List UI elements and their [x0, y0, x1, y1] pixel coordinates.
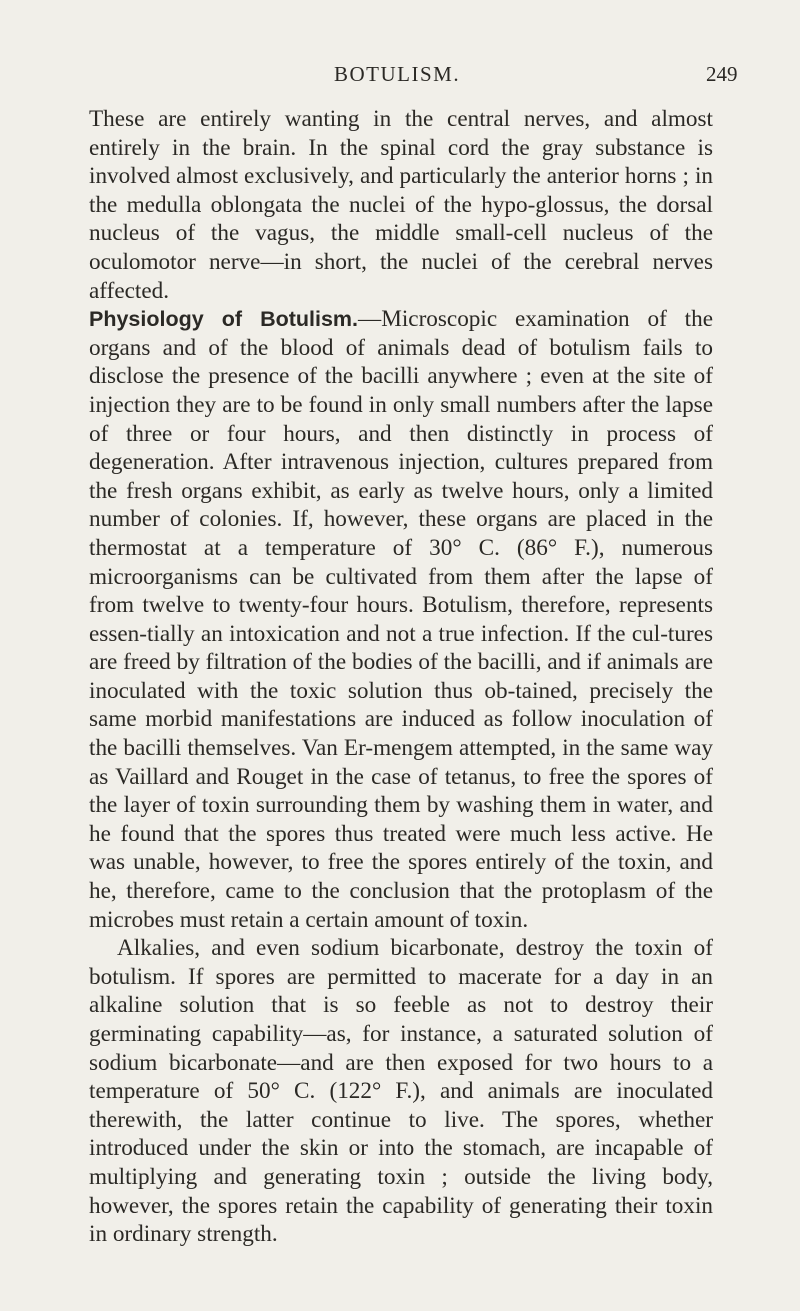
paragraph-physiology	[89, 305, 713, 934]
running-title: BOTULISM.	[334, 62, 461, 86]
page-number: 249	[706, 62, 738, 86]
page-header	[0, 50, 800, 90]
text-body	[89, 105, 713, 1249]
section-heading: Physiology of Botulism.	[89, 307, 359, 332]
paragraph-text: —Microscopic examination of the organs and of the blood of animals dead of botulism fails to disclose the presence of the bacilli anywhere ; even at the site of injection they are to be found in only small numbers after the lapse of three or four hours, and then distinctly in process of degeneration. After intravenous injection, cultures prepared from the fresh organs exhibit, as early as twelve hours, only a limited number of colonies. If, however, these organs are placed in the thermostat at a temperature of 30° C. (86° F.), numerous microorganisms can be cultivated from them after the lapse of from twelve to twenty-four hours. Botulism, therefore, represents essen-tially an intoxication and not a true infection. If the cul-tures are freed by filtration of the bodies of the bacilli, and if animals are inoculated with the toxic solution thus ob-tained, precisely the same morbid manifestations are induced as follow inoculation of the bacilli themselves. Van Er-mengem attempted, in the same way as Vaillard and Rouget in the case of tetanus, to free the spores of the layer of toxin surrounding them by washing them in water, and he found that the spores thus treated were much less active. He was unable, however, to free the spores entirely of the toxin, and he, therefore, came to the conclusion that the protoplasm of the microbes must retain a certain amount of toxin.	[89, 306, 713, 933]
paragraph-continued: These are entirely wanting in the central nerves, and almost entirely in the brain. In the spinal cord the gray substance is involved almost exclusively, and particularly the anterior horns ; in the medulla oblongata the nuclei of the hypo-glossus, the dorsal nucleus of the vagus, the middle small-cell nucleus of the oculomotor nerve—in short, the nuclei of the cerebral nerves affected.	[89, 106, 713, 304]
paragraph-alkalies: Alkalies, and even sodium bicarbonate, destroy the toxin of botulism. If spores are permitted to macerate for a day in an alkaline solution that is so feeble as not to destroy their germinating capability—as, for instance, a saturated solution of sodium bicarbonate—and are then exposed for two hours to a temperature of 50° C. (122° F.), and animals are inoculated therewith, the latter continue to live. The spores, whether introduced under the skin or into the stomach, are incapable of multiplying and generating toxin ; outside the living body, however, the spores retain the capability of generating their toxin in ordinary strength.	[89, 935, 713, 1248]
